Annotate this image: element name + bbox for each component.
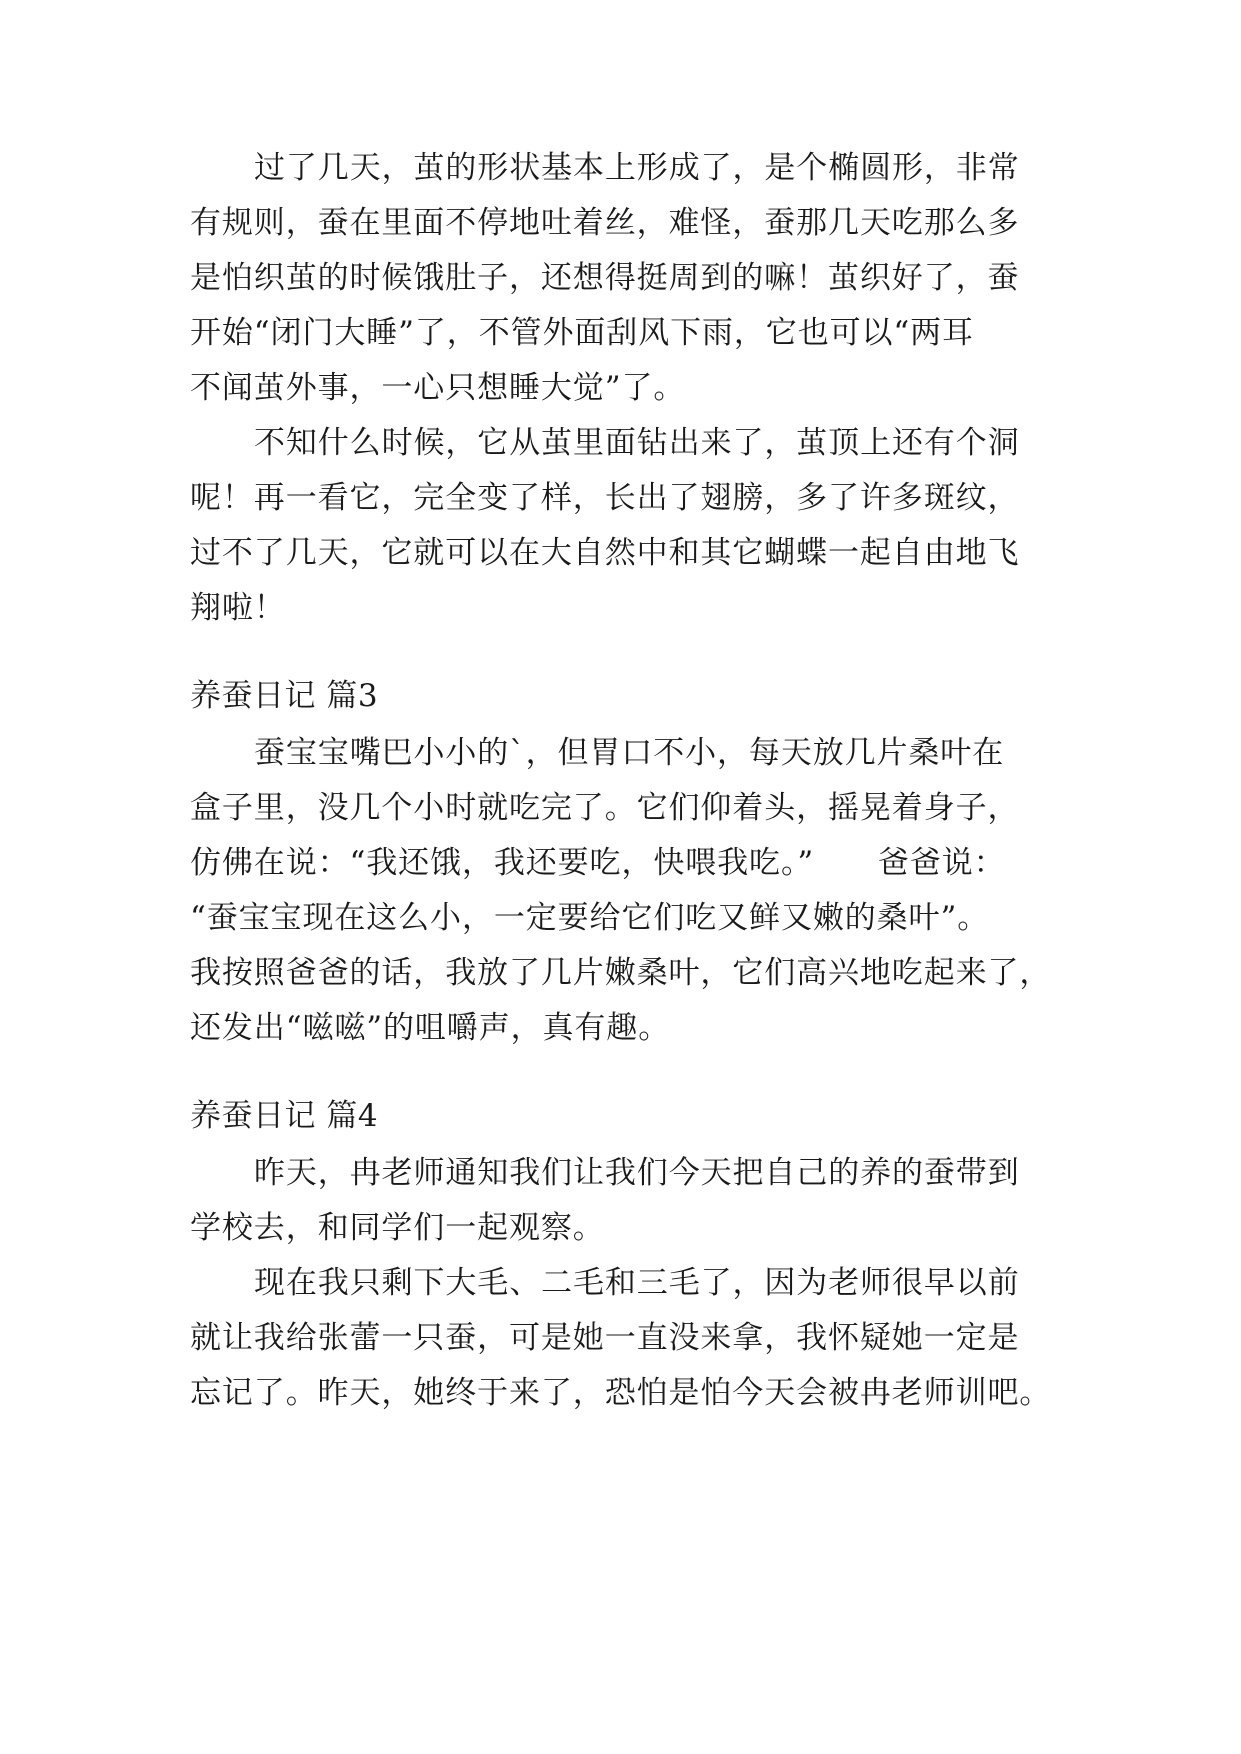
text-line: 开始“闭门大睡”了，不管外面刮风下雨，它也可以“两耳	[190, 315, 974, 351]
text-line: 盒子里，没几个小时就吃完了。它们仰着头，摇晃着身子，	[190, 790, 1020, 826]
text-line: 就让我给张蕾一只蚕，可是她一直没来拿，我怀疑她一定是	[190, 1320, 1020, 1356]
text-line: 不知什么时候，它从茧里面钻出来了，茧顶上还有个洞	[254, 425, 1020, 461]
section-heading: 养蚕日记 篇4	[190, 1098, 379, 1134]
text-line: 是怕织茧的时候饿肚子，还想得挺周到的嘛！茧织好了，蚕	[190, 260, 1020, 296]
text-line: 昨天，冉老师通知我们让我们今天把自己的养的蚕带到	[254, 1155, 1020, 1191]
text-line: 学校去，和同学们一起观察。	[190, 1210, 605, 1246]
text-line: 忘记了。昨天，她终于来了，恐怕是怕今天会被冉老师训吧。	[190, 1375, 1052, 1411]
text-line: 现在我只剩下大毛、二毛和三毛了，因为老师很早以前	[254, 1265, 1020, 1301]
text-line: 过了几天，茧的形状基本上形成了，是个椭圆形，非常	[254, 150, 1020, 186]
text-line: 不闻茧外事，一心只想睡大觉”了。	[190, 370, 686, 406]
text-line: 蚕宝宝嘴巴小小的`，但胃口不小，每天放几片桑叶在	[254, 735, 1005, 771]
text-line: 还发出“嗞嗞”的咀嚼声，真有趣。	[190, 1010, 671, 1046]
text-line: 过不了几天，它就可以在大自然中和其它蝴蝶一起自由地飞	[190, 535, 1020, 571]
text-line: 我按照爸爸的话，我放了几片嫩桑叶，它们高兴地吃起来了，	[190, 955, 1052, 991]
text-line: “蚕宝宝现在这么小，一定要给它们吃又鲜又嫩的桑叶”。	[190, 900, 990, 936]
text-line: 翔啦！	[190, 590, 286, 626]
text-line: 呢！再一看它，完全变了样，长出了翅膀，多了许多斑纹，	[190, 480, 1020, 516]
section-heading: 养蚕日记 篇3	[190, 678, 379, 714]
text-line: 仿佛在说：“我还饿，我还要吃，快喂我吃。” 爸爸说：	[190, 845, 1006, 881]
text-line: 有规则，蚕在里面不停地吐着丝，难怪，蚕那几天吃那么多	[190, 205, 1020, 241]
